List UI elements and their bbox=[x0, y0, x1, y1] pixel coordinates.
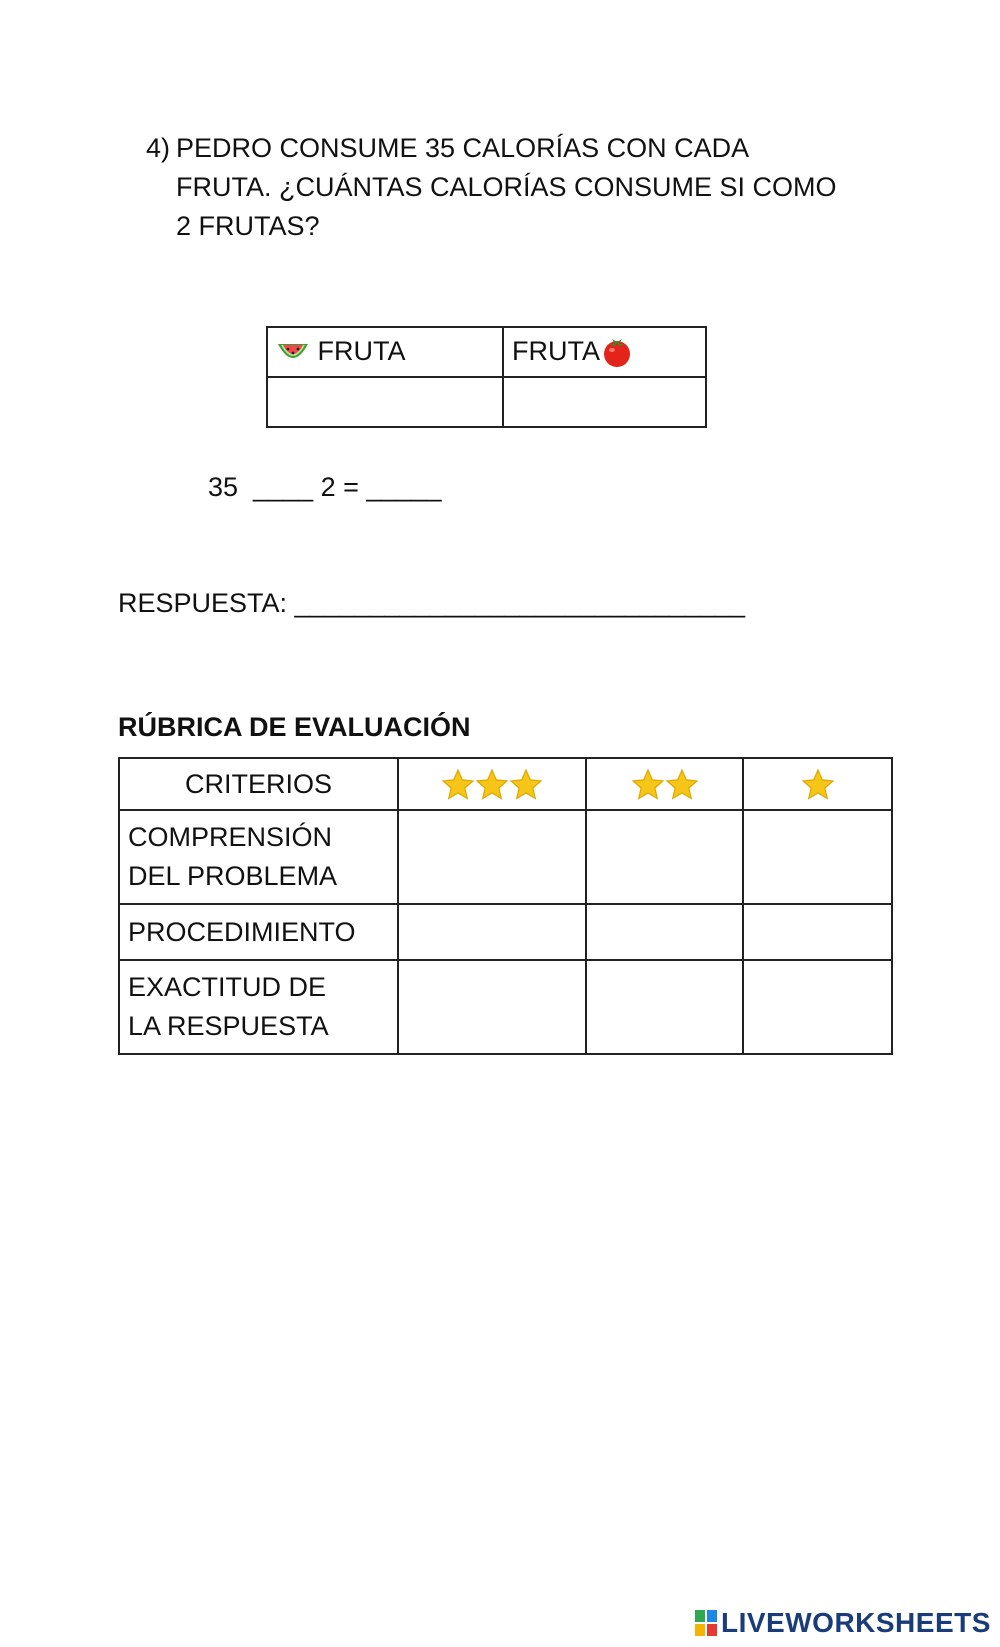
rubric-cell[interactable] bbox=[398, 960, 586, 1054]
rubric-header-criterios: CRITERIOS bbox=[119, 758, 398, 810]
rubric-criterion-exactitud: EXACTITUD DE LA RESPUESTA bbox=[119, 960, 398, 1054]
fruit-answer-cell-2[interactable] bbox=[503, 377, 706, 427]
tomato-icon bbox=[600, 336, 634, 368]
star-icon bbox=[664, 767, 700, 803]
fruit-header-2 bbox=[503, 327, 706, 377]
rubric-table bbox=[118, 757, 893, 1055]
equation[interactable]: 35 ____ 2 = _____ bbox=[208, 472, 442, 502]
problem-text: PEDRO CONSUME 35 CALORÍAS CON CADA FRUTA. ¿CUÁNTAS CALORÍAS CONSUME SI COMO 2 FRUTAS? bbox=[176, 133, 837, 241]
rubric-header-one-star bbox=[743, 758, 892, 810]
watermelon-icon bbox=[276, 338, 310, 368]
liveworksheets-icon bbox=[695, 1610, 717, 1636]
fruit-header-1-label: FRUTA bbox=[317, 336, 406, 367]
rubric-cell[interactable] bbox=[743, 810, 892, 904]
fruit-table bbox=[266, 326, 707, 428]
rubric-cell[interactable] bbox=[398, 904, 586, 960]
problem-number: 4) bbox=[146, 133, 171, 163]
rubric-header-three-stars bbox=[398, 758, 586, 810]
star-icon bbox=[440, 767, 476, 803]
star-icon bbox=[508, 767, 544, 803]
fruit-answer-cell-1[interactable] bbox=[267, 377, 503, 427]
problem-statement bbox=[146, 129, 846, 246]
fruit-header-1 bbox=[267, 327, 503, 377]
brand-name: LIVEWORKSHEETS bbox=[721, 1607, 991, 1638]
rubric-cell[interactable] bbox=[586, 904, 743, 960]
rubric-criterion-comprension: COMPRENSIÓN DEL PROBLEMA bbox=[119, 810, 398, 904]
rubric-cell[interactable] bbox=[586, 810, 743, 904]
rubric-row bbox=[119, 904, 892, 960]
rubric-row bbox=[119, 960, 892, 1054]
star-icon bbox=[630, 767, 666, 803]
fruit-header-2-label: FRUTA bbox=[512, 335, 600, 366]
rubric-criterion-procedimiento: PROCEDIMIENTO bbox=[119, 904, 398, 960]
answer-line[interactable]: RESPUESTA: ______________________________ bbox=[118, 588, 746, 618]
star-icon bbox=[474, 767, 510, 803]
star-icon bbox=[800, 767, 836, 803]
rubric-cell[interactable] bbox=[743, 904, 892, 960]
rubric-row bbox=[119, 810, 892, 904]
rubric-cell[interactable] bbox=[398, 810, 586, 904]
rubric-cell[interactable] bbox=[586, 960, 743, 1054]
rubric-cell[interactable] bbox=[743, 960, 892, 1054]
rubric-header-two-stars bbox=[586, 758, 743, 810]
liveworksheets-logo bbox=[695, 1607, 991, 1639]
rubric-title: RÚBRICA DE EVALUACIÓN bbox=[118, 712, 471, 742]
